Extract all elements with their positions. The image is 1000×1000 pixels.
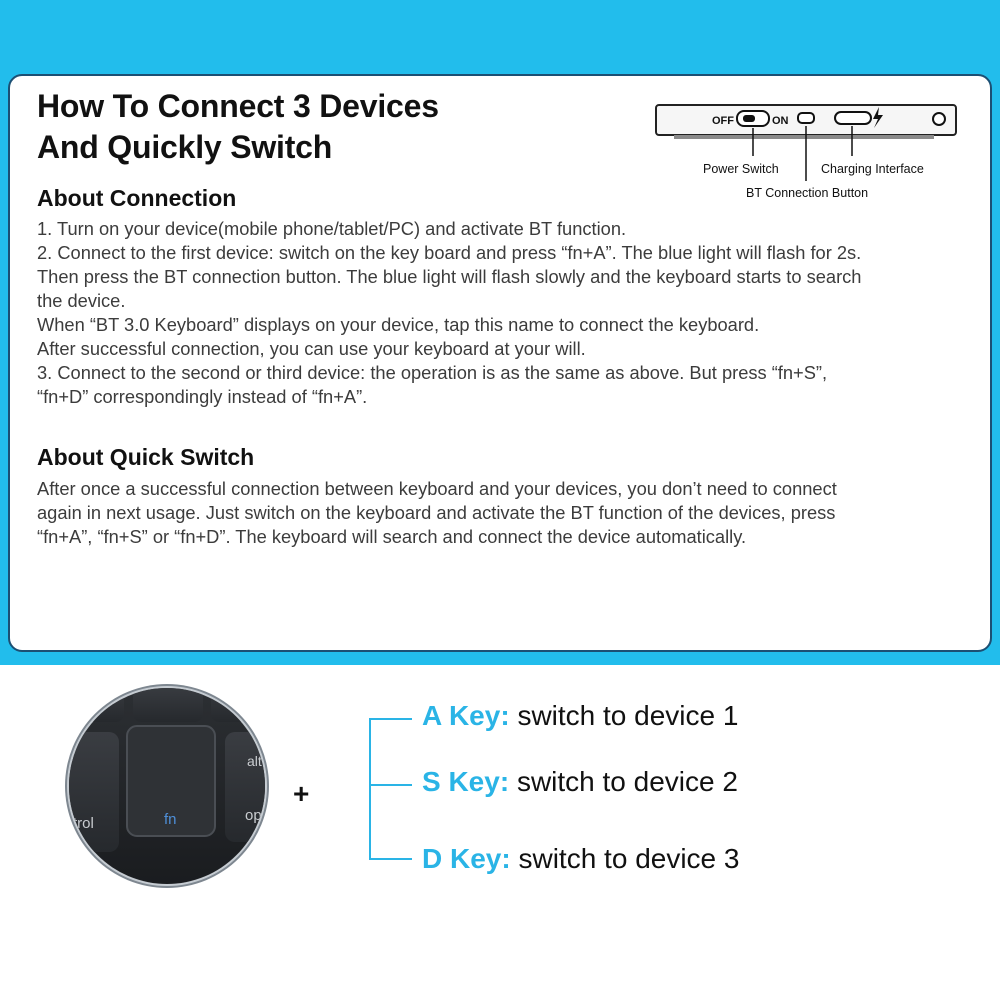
off-label: OFF [712, 115, 734, 127]
key-label-alt: alt [247, 753, 262, 769]
connection-line: When “BT 3.0 Keyboard” displays on your device, tap this name to connect the keyboard. [37, 314, 760, 335]
charging-port-shape [835, 112, 871, 124]
connection-line: “fn+D” correspondingly instead of “fn+A”. [37, 386, 368, 407]
title-line-2: And Quickly Switch [37, 129, 333, 165]
page-title [37, 86, 637, 168]
charging-interface-label: Charging Interface [821, 162, 924, 176]
keyboard-keys-illustration [69, 688, 265, 884]
plus-sign: + [293, 778, 310, 809]
top-key [69, 688, 124, 722]
bracket-branch [369, 718, 412, 720]
indicator-hole [933, 113, 945, 125]
bracket-branch [369, 858, 412, 860]
d-key-label: D Key: [422, 843, 511, 874]
a-key-label: A Key: [422, 700, 510, 731]
about-quick-switch-heading: About Quick Switch [37, 444, 255, 470]
about-connection-text [37, 217, 977, 409]
s-key-label: S Key: [422, 766, 510, 797]
s-key-row [422, 766, 738, 798]
about-connection-heading: About Connection [37, 185, 237, 211]
connection-line: After successful connection, you can use your keyboard at your will. [37, 338, 586, 359]
top-key [133, 688, 203, 722]
d-key-action: switch to device 3 [518, 843, 740, 874]
connection-line: 1. Turn on your device(mobile phone/tablet/PC) and activate BT function. [37, 218, 627, 239]
key-label-control: trol [73, 815, 94, 832]
quick-switch-line: “fn+A”, “fn+S” or “fn+D”. The keyboard will search and connect the device automatically. [37, 526, 747, 547]
bt-connection-button-shape [798, 113, 814, 123]
control-key [69, 732, 119, 852]
a-key-action: switch to device 1 [517, 700, 739, 731]
keyboard-closeup-photo [69, 688, 265, 884]
title-line-1: How To Connect 3 Devices [37, 88, 439, 124]
connection-line: Then press the BT connection button. The blue light will flash slowly and the keyboard starts to search [37, 266, 862, 287]
s-key-action: switch to device 2 [516, 766, 738, 797]
key-label-option: op [245, 807, 262, 824]
a-key-row [422, 700, 738, 732]
on-label: ON [772, 115, 789, 127]
d-key-row [422, 843, 739, 875]
quick-switch-line: After once a successful connection between keyboard and your devices, you don’t need to connect [37, 478, 837, 499]
power-switch-label: Power Switch [703, 162, 779, 176]
key-label-fn: fn [164, 811, 177, 828]
connection-line: 3. Connect to the second or third device: the operation is as the same as above. But press “fn+S”, [37, 362, 828, 383]
quick-switch-line: again in next usage. Just switch on the keyboard and activate the BT function of the devices, press [37, 502, 836, 523]
about-quick-switch-text [37, 477, 977, 549]
top-key [211, 688, 265, 722]
connection-line: the device. [37, 290, 126, 311]
bt-connection-button-label: BT Connection Button [746, 186, 869, 200]
bracket-line [369, 718, 371, 860]
bracket-branch [369, 784, 412, 786]
connection-line: 2. Connect to the first device: switch on the key board and press “fn+A”. The blue light will flash for 2s. [37, 242, 862, 263]
option-key [225, 732, 265, 842]
